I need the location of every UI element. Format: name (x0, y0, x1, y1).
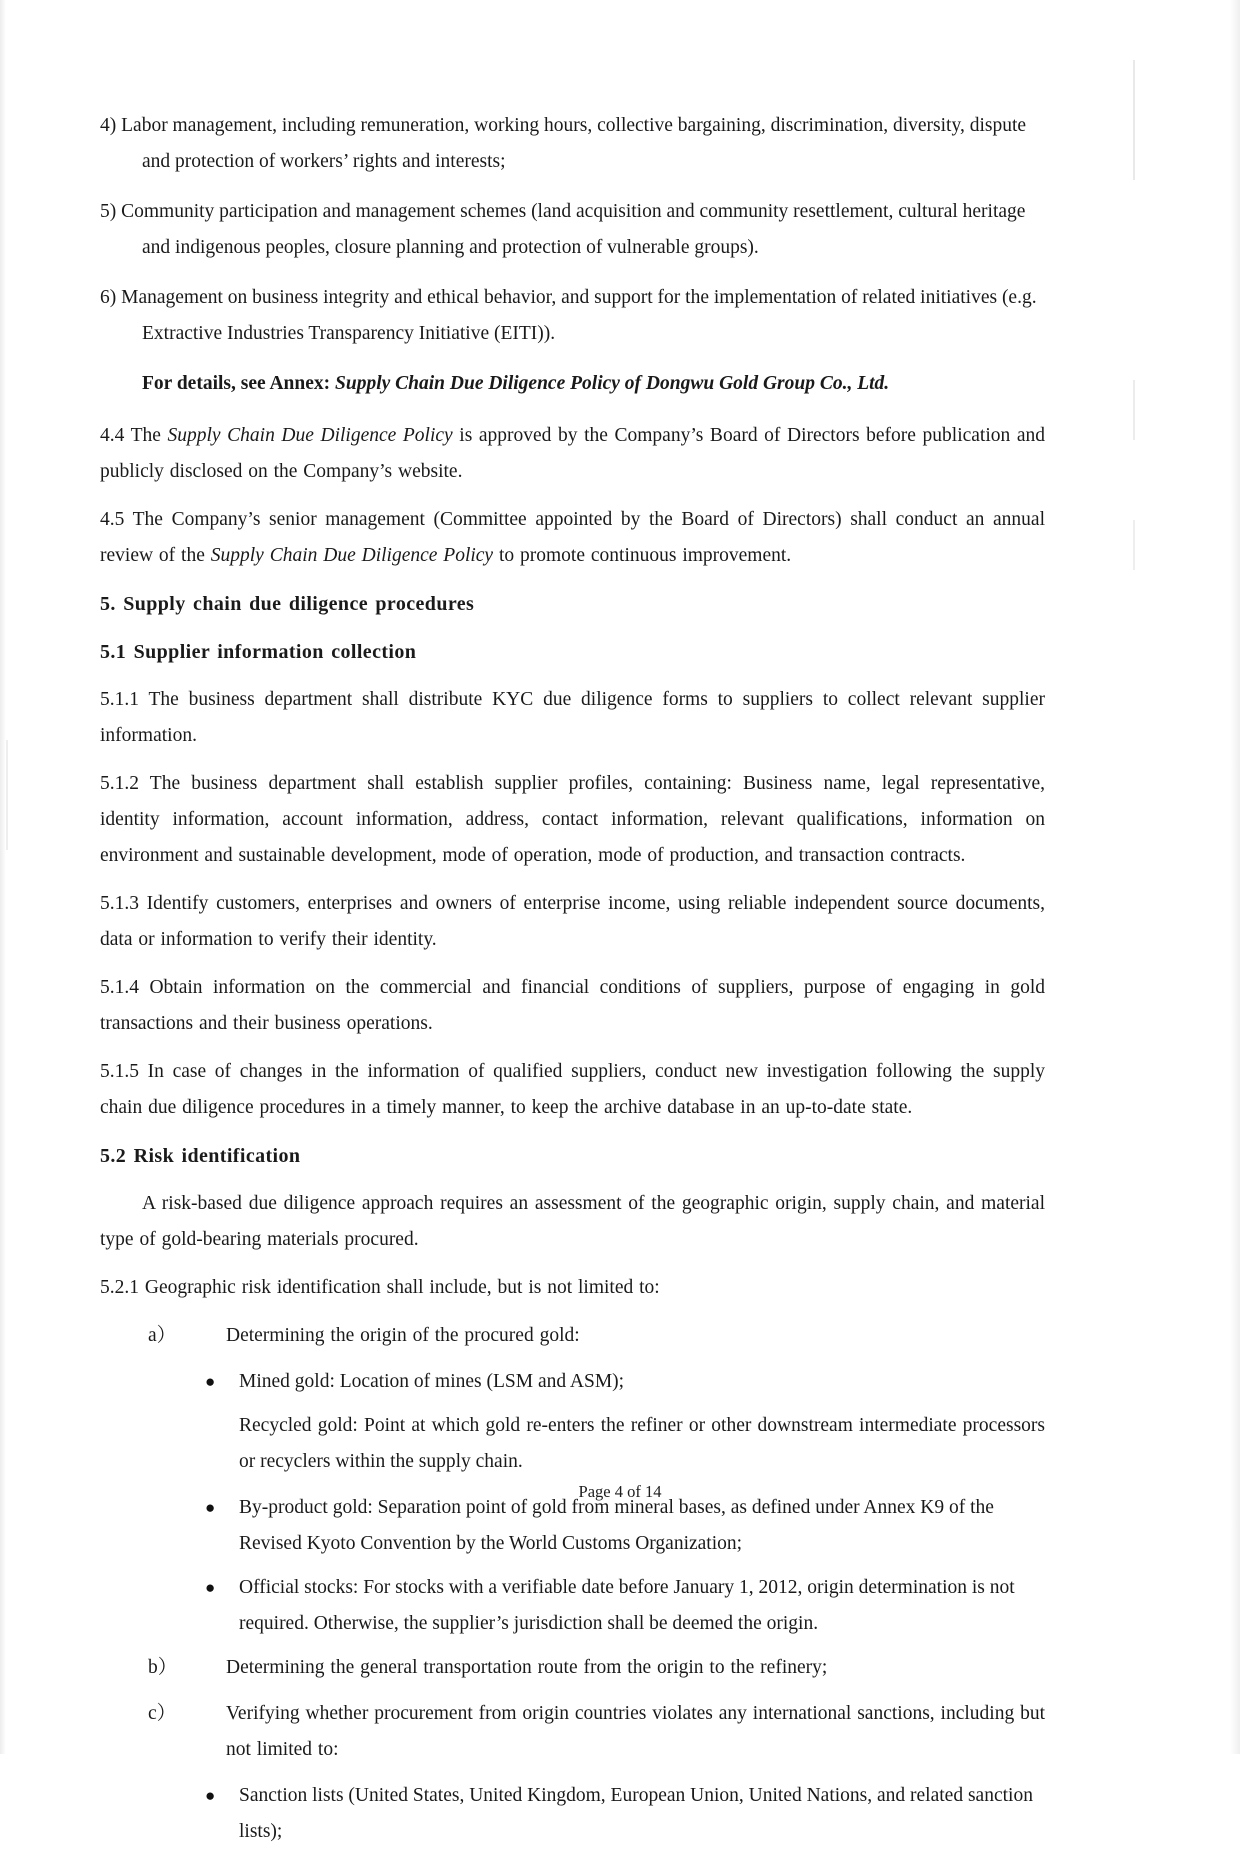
scan-artifact (1133, 60, 1135, 180)
bullet-recycled-gold-text: Recycled gold: Point at which gold re-enters the refiner or other downstream intermediate processors or recyclers within the supply chain. (239, 1415, 1045, 1472)
lettered-item-c (148, 1696, 1045, 1768)
bullet-sanction-lists-text: Sanction lists (United States, United Kingdom, European Union, United Nations, and related sanction lists); (239, 1785, 1033, 1842)
heading-section-5: 5. Supply chain due diligence procedures (100, 593, 475, 615)
annex-prefix: For details, see Annex: (142, 373, 336, 394)
bullet-dot-icon: ● (205, 1498, 216, 1517)
lettered-item-a-text: Determining the origin of the procured gold: (226, 1325, 580, 1346)
lettered-item-b-label: b） (148, 1657, 178, 1678)
lettered-item-c-label: c） (148, 1703, 177, 1724)
numbered-item-5-label: 5) (100, 201, 117, 222)
numbered-item-6-text: Management on business integrity and ethical behavior, and support for the implementation of related initiatives (e.g. Extractive Industries Transparency Initiative (EITI)). (121, 287, 1037, 344)
heading-section-5-2: 5.2 Risk identification (100, 1145, 301, 1167)
section-4-5-rest: to promote continuous improvement. (493, 545, 792, 566)
lettered-item-a-label: a） (148, 1325, 177, 1346)
lettered-item-c-text: Verifying whether procurement from origin countries violates any international sanctions, including but not limited to: (226, 1703, 1045, 1760)
numbered-item-4 (100, 108, 1045, 180)
section-4-4 (100, 418, 1045, 490)
heading-section-5-1: 5.1 Supplier information collection (100, 641, 417, 663)
numbered-item-5-text: Community participation and management schemes (land acquisition and community resettlement, cultural heritage and indigenous peoples, closure planning and protection of vulnerable groups). (121, 201, 1026, 258)
lettered-item-a (148, 1318, 1045, 1354)
scan-artifact (1133, 380, 1135, 440)
annex-title: Supply Chain Due Diligence Policy of Dongwu Gold Group Co., Ltd. (335, 373, 890, 394)
numbered-item-4-label: 4) (100, 115, 117, 136)
section-5-1-1: 5.1.1 The business department shall distribute KYC due diligence forms to suppliers to collect relevant supplier information. (100, 689, 1045, 746)
numbered-item-6 (100, 280, 1045, 352)
section-4-4-italic-title: Supply Chain Due Diligence Policy (167, 425, 453, 446)
page-footer: Page 4 of 14 (578, 1482, 662, 1501)
numbered-item-6-label: 6) (100, 287, 117, 308)
section-5-1-2: 5.1.2 The business department shall establish supplier profiles, containing: Business name, legal representative, identity information, account information, address, contact information, relevant qualifications, information on environment and sustainable development, mode of operation, mode of production, and transaction contracts. (100, 773, 1045, 866)
bullet-byproduct-gold-text: By-product gold: Separation point of gold from mineral bases, as defined under Annex K9 of the Revised Kyoto Convention by the World Customs Organization; (239, 1497, 994, 1554)
section-4-5-lead: 4.5 The Company’s senior management (Committee appointed by the Board of Directors) shall conduct an annual review of the (100, 509, 1045, 566)
section-4-4-lead: 4.4 The (100, 425, 168, 446)
section-5-2-1: 5.2.1 Geographic risk identification shall include, but is not limited to: (100, 1277, 660, 1298)
bullet-dot-icon: ● (205, 1372, 216, 1391)
bullet-sanction-lists (205, 1778, 1045, 1850)
page-content (100, 108, 1045, 1858)
bullet-official-stocks-text: Official stocks: For stocks with a verifiable date before January 1, 2012, origin determination is not required. Otherwise, the supplier’s jurisdiction shall be deemed the origin. (239, 1577, 1015, 1634)
bullet-dot-icon: ● (205, 1578, 216, 1597)
scan-artifact (6, 740, 8, 850)
section-5-1-4: 5.1.4 Obtain information on the commercial and financial conditions of suppliers, purpose of engaging in gold transactions and their business operations. (100, 977, 1045, 1034)
section-5-2-intro: A risk-based due diligence approach requires an assessment of the geographic origin, supply chain, and material type of gold-bearing materials procured. (100, 1193, 1045, 1250)
bullet-official-stocks (205, 1570, 1045, 1642)
section-4-4-rest: is approved by the Company’s Board of Directors before publication and publicly disclosed on the Company’s website. (100, 425, 1045, 482)
section-5-1-5: 5.1.5 In case of changes in the information of qualified suppliers, conduct new investigation following the supply chain due diligence procedures in a timely manner, to keep the archive database in an up-to-date state. (100, 1061, 1045, 1118)
lettered-item-b-text: Determining the general transportation route from the origin to the refinery; (226, 1657, 828, 1678)
numbered-item-4-text: Labor management, including remuneration, working hours, collective bargaining, discrimination, diversity, dispute and protection of workers’ rights and interests; (121, 115, 1027, 172)
bullet-dot-icon: ● (205, 1786, 216, 1805)
lettered-item-b (148, 1650, 1045, 1686)
numbered-item-5 (100, 194, 1045, 266)
section-4-5 (100, 502, 1045, 574)
section-5-1-3: 5.1.3 Identify customers, enterprises and owners of enterprise income, using reliable independent source documents, data or information to verify their identity. (100, 893, 1045, 950)
scan-artifact (1133, 520, 1135, 570)
bullet-mined-gold (205, 1364, 1045, 1400)
annex-reference (142, 366, 1045, 402)
bullet-mined-gold-text: Mined gold: Location of mines (LSM and ASM); (239, 1371, 625, 1392)
section-4-5-italic-title: Supply Chain Due Diligence Policy (210, 545, 494, 566)
